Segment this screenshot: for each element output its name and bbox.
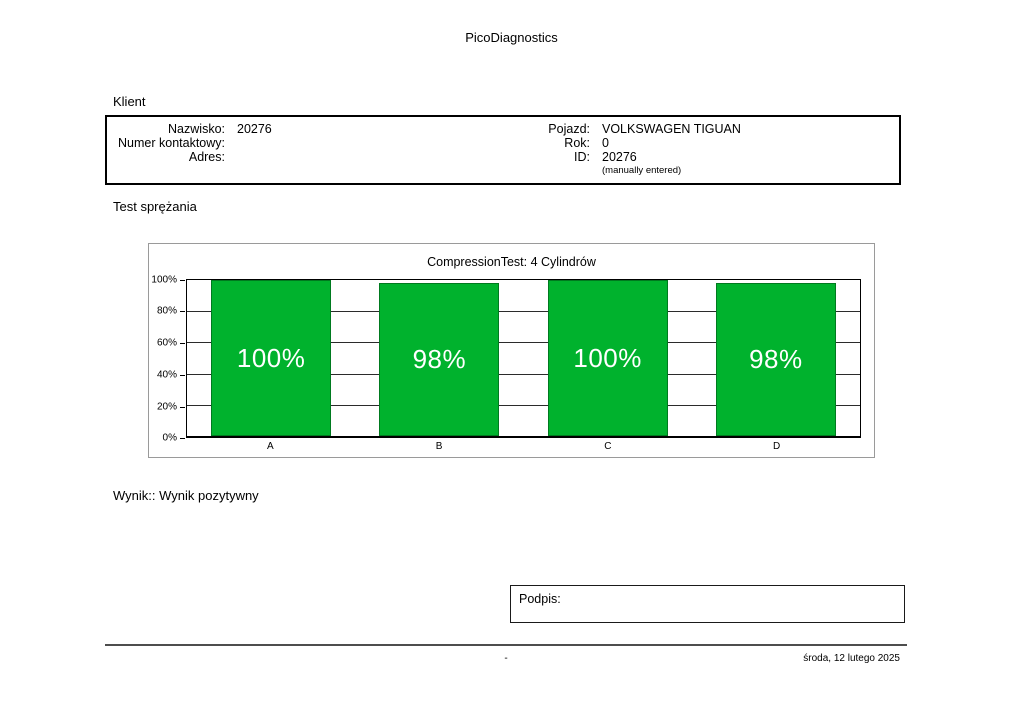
client-name-label: Nazwisko: [168, 122, 225, 136]
bar-value-label: 98% [749, 344, 803, 375]
client-name-value: 20276 [237, 122, 272, 136]
y-tick-mark [180, 438, 185, 439]
signature-box [510, 585, 905, 623]
ytick-0: 0% [162, 432, 177, 444]
footer-divider [105, 644, 907, 646]
bar-value-label: 100% [573, 342, 642, 373]
y-tick-mark [180, 407, 185, 408]
client-info-right [502, 122, 741, 177]
x-axis-label-D: D [773, 441, 781, 452]
year-row [502, 136, 741, 150]
client-section-heading: Klient [113, 94, 146, 109]
id-label: ID: [574, 150, 590, 164]
bar-D [716, 283, 836, 436]
id-manual-note: (manually entered) [602, 165, 682, 176]
chart-plot [186, 279, 861, 438]
bar-value-label: 98% [412, 344, 467, 375]
ytick-20: 20% [156, 401, 177, 413]
vehicle-value: VOLKSWAGEN TIGUAN [602, 122, 741, 136]
client-contact-label: Numer kontaktowy: [118, 136, 225, 150]
client-info-left [107, 122, 272, 164]
test-section-heading: Test sprężania [113, 199, 197, 214]
y-tick-mark [180, 311, 185, 312]
id-value: 20276 [602, 150, 637, 164]
x-axis-label-A: A [267, 441, 274, 452]
bar-B [379, 283, 499, 436]
id-row [502, 150, 741, 164]
signature-label: Podpis: [519, 592, 561, 606]
vehicle-row [502, 122, 741, 136]
client-contact-row [107, 136, 272, 150]
bar-value-label: 100% [236, 342, 306, 373]
compression-chart [148, 243, 875, 458]
y-tick-mark [180, 375, 185, 376]
ytick-40: 40% [156, 369, 177, 381]
bar-A [211, 280, 331, 436]
ytick-60: 60% [156, 337, 177, 349]
x-axis-label-B: B [435, 441, 443, 452]
y-tick-mark [180, 343, 185, 344]
client-name-row [107, 122, 272, 136]
client-info-box [105, 115, 901, 185]
y-tick-mark [180, 280, 185, 281]
footer-page-marker: - [504, 653, 508, 664]
bar-C [548, 280, 668, 436]
ytick-100: 100% [151, 274, 177, 286]
client-address-label: Adres: [188, 150, 225, 164]
year-value: 0 [602, 136, 609, 150]
app-title: PicoDiagnostics [465, 30, 558, 45]
footer-date: środa, 12 lutego 2025 [803, 653, 900, 664]
x-axis-label-C: C [604, 441, 612, 452]
vehicle-label: Pojazd: [548, 122, 590, 136]
client-address-row [107, 150, 272, 164]
result-text: Wynik:: Wynik pozytywny [113, 488, 259, 503]
chart-title: CompressionTest: 4 Cylindrów [427, 255, 596, 269]
chart-x-labels [186, 441, 861, 455]
ytick-80: 80% [156, 305, 177, 317]
year-label: Rok: [564, 136, 590, 150]
